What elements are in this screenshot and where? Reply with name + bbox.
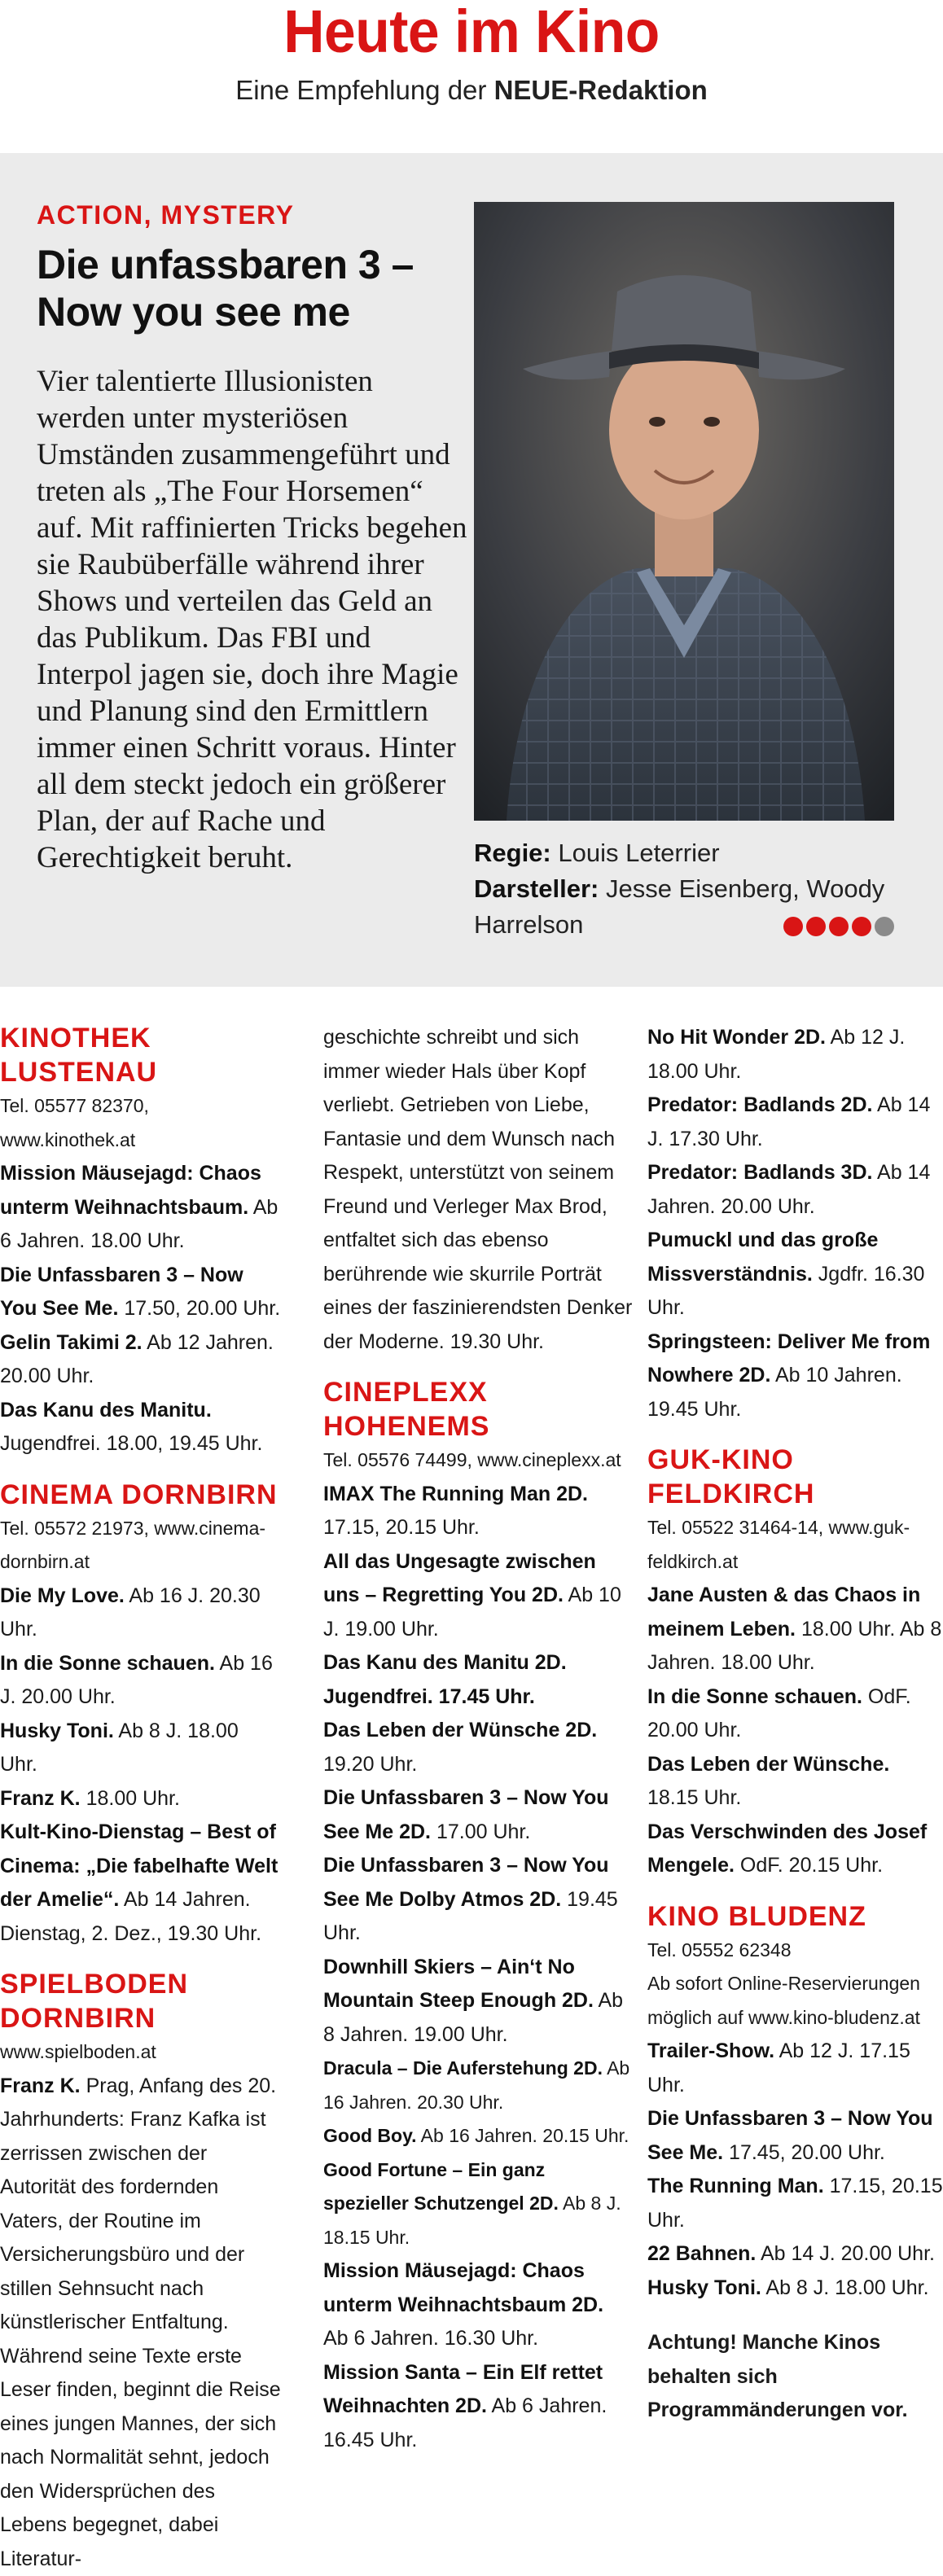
rating-dot-filled (783, 917, 803, 936)
page-header (0, 0, 943, 153)
movie-entry: The Running Man. 17.15, 20.15 Uhr. (647, 2170, 943, 2237)
cinema-name: KINO BLUDENZ (647, 1899, 943, 1934)
movie-entry: Mission Mäusejagd: Chaos unterm Weihnachtsbaum 2D. Ab 6 Jahren. 16.30 Uhr. (323, 2254, 633, 2356)
movie-entry: No Hit Wonder 2D. Ab 12 J. 18.00 Uhr. (647, 1021, 943, 1089)
movie-still-image (474, 202, 894, 821)
actor-photo (474, 202, 894, 821)
movie-entry: Springsteen: Deliver Me from Nowhere 2D. Ab 10 Jahren. 19.45 Uhr. (647, 1325, 943, 1427)
movie-entry: IMAX The Running Man 2D. 17.15, 20.15 Uhr. (323, 1478, 633, 1545)
movie-entry: Good Fortune – Ein ganz spezieller Schutzengel 2D. Ab 8 J. 18.15 Uhr. (323, 2153, 633, 2255)
listings-column-1 (0, 1021, 281, 2576)
movie-entry: Downhill Skiers – Ain‘t No Mountain Steep Enough 2D. Ab 8 Jahren. 19.00 Uhr. (323, 1951, 633, 2052)
featured-movie (0, 153, 943, 987)
page-title: Heute im Kino (29, 0, 915, 62)
movie-entry: Husky Toni. Ab 8 J. 18.00 Uhr. (0, 1715, 281, 1782)
movie-entry: Dracula – Die Auferstehung 2D. Ab 16 Jahren. 20.30 Uhr. (323, 2052, 633, 2119)
cinema-name: CINEMA DORNBIRN (0, 1478, 281, 1512)
rating-dot-empty (875, 917, 894, 936)
rating-dot-filled (829, 917, 849, 936)
cinema-contact: Tel. 05577 82370, www.kinothek.at (0, 1089, 281, 1157)
cinema-name: CINEPLEXX HOHENEMS (323, 1375, 502, 1444)
cinema-contact: Tel. 05552 62348 (647, 1934, 943, 1968)
movie-entry: Good Boy. Ab 16 Jahren. 20.15 Uhr. (323, 2119, 633, 2153)
movie-entry: In die Sonne schauen. Ab 16 J. 20.00 Uhr. (0, 1647, 281, 1715)
movie-entry: Das Kanu des Manitu. Jugendfrei. 18.00, 19.45 Uhr. (0, 1394, 281, 1461)
rating-dot-filled (806, 917, 826, 936)
movie-entry: Die Unfassbaren 3 – Now You See Me. 17.50, 20.00 Uhr. (0, 1259, 281, 1326)
movie-entry: Das Kanu des Manitu 2D. Jugendfrei. 17.45 Uhr. (323, 1646, 633, 1714)
cinema-name: SPIELBODEN DORNBIRN (0, 1967, 195, 2035)
cinema-contact: Tel. 05572 21973, www.cinema-dornbirn.at (0, 1512, 281, 1579)
movie-entry: Husky Toni. Ab 8 J. 18.00 Uhr. (647, 2272, 943, 2306)
movie-entry: Das Leben der Wünsche 2D. 19.20 Uhr. (323, 1714, 633, 1781)
listings-column-2 (323, 1021, 633, 2457)
movie-entry: Mission Santa – Ein Elf rettet Weihnachten 2D. Ab 6 Jahren. 16.45 Uhr. (323, 2356, 633, 2458)
cast-line: Darsteller: Jesse Eisenberg, Woody Harrelson (474, 871, 914, 943)
cinema-contact: Tel. 05522 31464-14, www.guk-feldkirch.at (647, 1511, 943, 1579)
movie-entry: Predator: Badlands 2D. Ab 14 J. 17.30 Uhr. (647, 1089, 943, 1156)
movie-entry: In die Sonne schauen. OdF. 20.00 Uhr. (647, 1680, 943, 1748)
movie-entry: Die Unfassbaren 3 – Now You See Me Dolby Atmos 2D. 19.45 Uhr. (323, 1849, 633, 1951)
movie-entry: Das Leben der Wünsche. 18.15 Uhr. (647, 1748, 943, 1816)
movie-entry: Franz K. 18.00 Uhr. (0, 1782, 281, 1816)
cinema-name: GUK-KINO FELDKIRCH (647, 1443, 943, 1511)
cinema-contact: www.spielboden.at (0, 2035, 281, 2070)
movie-genre: ACTION, MYSTERY (37, 200, 294, 230)
movie-entry: Mission Mäusejagd: Chaos unterm Weihnachtsbaum. Ab 6 Jahren. 18.00 Uhr. (0, 1157, 281, 1259)
movie-entry: Trailer-Show. Ab 12 J. 17.15 Uhr. (647, 2035, 943, 2102)
rating-dot-filled (852, 917, 871, 936)
movie-entry: Die My Love. Ab 16 J. 20.30 Uhr. (0, 1579, 281, 1647)
movie-entry: Jane Austen & das Chaos in meinem Leben. 18.00 Uhr. Ab 8 Jahren. 18.00 Uhr. (647, 1579, 943, 1680)
movie-entry: 22 Bahnen. Ab 14 J. 20.00 Uhr. (647, 2237, 943, 2272)
movie-rating (783, 917, 894, 936)
cinema-contact: Tel. 05576 74499, www.cineplexx.at (323, 1444, 633, 1478)
movie-title: Die unfassbaren 3 – Now you see me (37, 241, 460, 335)
movie-entry: Predator: Badlands 3D. Ab 14 Jahren. 20.00 Uhr. (647, 1156, 943, 1224)
program-change-note: Achtung! Manche Kinos behalten sich Programmänderungen vor. (647, 2326, 943, 2428)
page-subtitle: Eine Empfehlung der NEUE-Redaktion (0, 75, 943, 106)
movie-entry: Pumuckl und das große Missverständnis. Jgdfr. 16.30 Uhr. (647, 1224, 943, 1325)
movie-entry: Die Unfassbaren 3 – Now You See Me 2D. 17.00 Uhr. (323, 1781, 633, 1849)
movie-entry: Gelin Takimi 2. Ab 12 Jahren. 20.00 Uhr. (0, 1326, 281, 1394)
movie-description: Vier talentierte Illusionisten werden unter mysteriösen Umständen zusammengeführt und treten als „The Four Horsemen“ auf. Mit raffinierten Tricks begehen sie Raubüberfälle während ihrer Shows und verteilen das Geld an das Publikum. Das FBI und Interpol jagen sie, doch ihre Magie und Planung sind den Ermittlern immer einen Schritt voraus. Hinter all dem steckt jedoch ein größerer Plan, der auf Rache und Gerechtigkeit beruht. (37, 363, 468, 876)
movie-entry-continued: geschichte schreibt und sich immer wieder Hals über Kopf verliebt. Getrieben von Liebe, Fantasie und dem Wunsch nach Respekt, unterstützt von seinem Freund und Verleger Max Brod, entfaltet sich das ebenso berührende wie skurrile Porträt eines der faszinierendsten Denker der Moderne. 19.30 Uhr. (323, 1021, 633, 1359)
movie-entry: Franz K. Prag, Anfang des 20. Jahrhunderts: Franz Kafka ist zerrissen zwischen der Autorität des fordernden Vaters, der Routine im Versicherungsbüro und der stillen Sehnsucht nach künstlerischer Entfaltung. Während seine Texte erste Leser finden, beginnt die Reise eines jungen Mannes, der sich nach Normalität sehnt, jedoch den Widersprüchen des Lebens begegnet, dabei Literatur- (0, 2070, 281, 2576)
cinema-info: Ab sofort Online-Reservierungen möglich auf www.kino-bludenz.at (647, 1967, 943, 2035)
director-line: Regie: Louis Leterrier (474, 835, 914, 871)
cinema-listings (0, 987, 943, 2403)
movie-entry: All das Ungesagte zwischen uns – Regretting You 2D. Ab 10 J. 19.00 Uhr. (323, 1545, 633, 1647)
movie-entry: Kult-Kino-Dienstag – Best of Cinema: „Die fabelhafte Welt der Amelie“. Ab 14 Jahren. Dienstag, 2. Dez., 19.30 Uhr. (0, 1816, 281, 1951)
movie-entry: Das Verschwinden des Josef Mengele. OdF. 20.15 Uhr. (647, 1816, 943, 1883)
movie-entry: Die Unfassbaren 3 – Now You See Me. 17.45, 20.00 Uhr. (647, 2102, 943, 2170)
listings-column-3 (647, 1021, 943, 2428)
cinema-name: KINOTHEK LUSTENAU (0, 1021, 171, 1089)
